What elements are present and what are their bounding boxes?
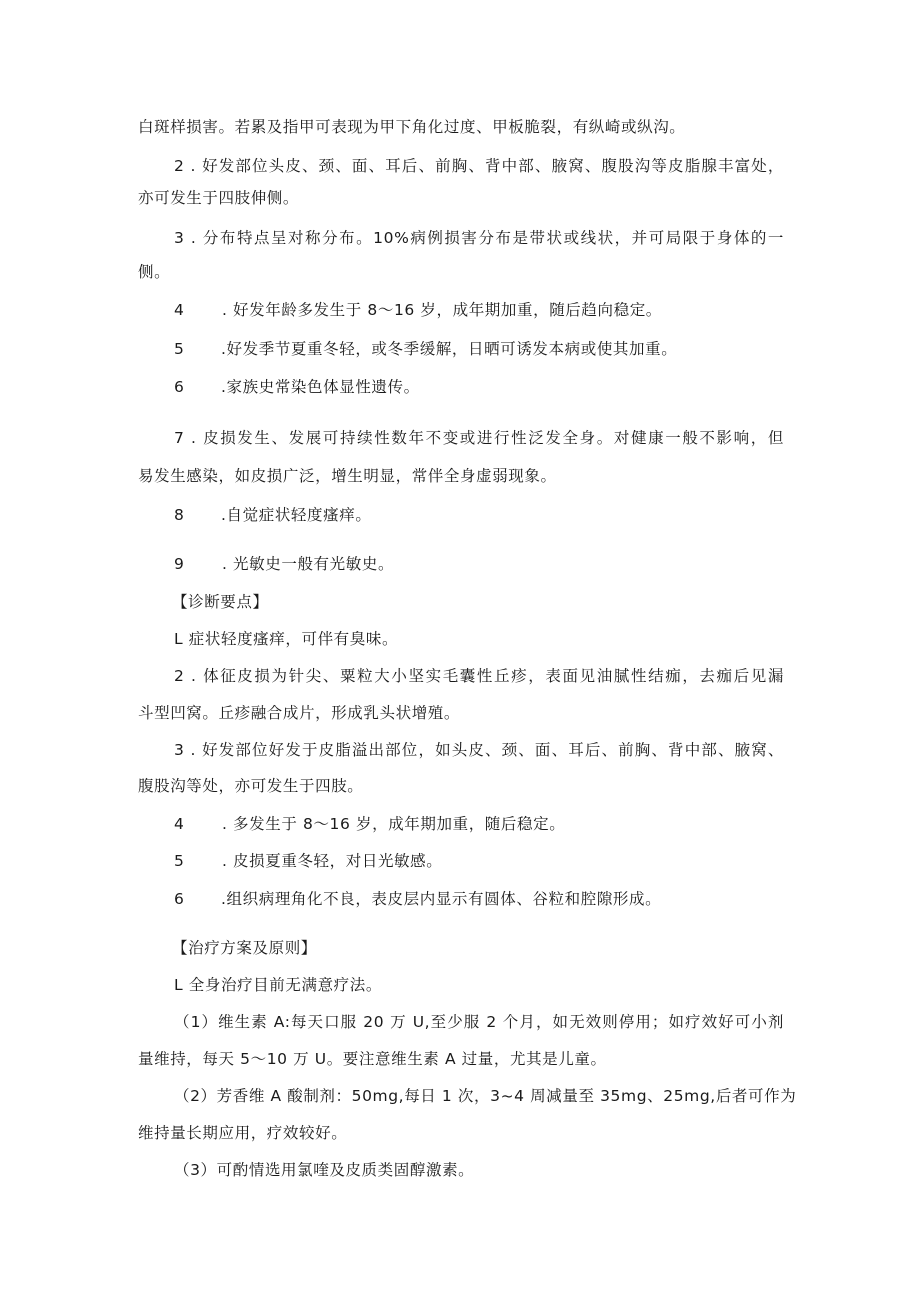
list-item-8: .自觉症状轻度瘙痒。 [221, 506, 372, 524]
list-item-6: .组织病理角化不良，表皮层内显示有圆体、谷粒和腔隙形成。 [221, 890, 662, 908]
list-item-1: L 全身治疗目前无满意疗法。 [174, 976, 382, 994]
list-item-6: .家族史常染色体显性遗传。 [221, 378, 420, 396]
paragraph-line: 侧。 [138, 263, 171, 281]
list-item-9: . 光敏史一般有光敏史。 [222, 555, 395, 573]
list-item-1: L 症状轻度瘙痒，可伴有臭味。 [174, 630, 399, 648]
list-item-2: 2 . 好发部位头皮、颈、面、耳后、前胸、背中部、腋窝、腹股沟等皮脂腺丰富处， [174, 157, 784, 175]
section-heading-treatment: 【治疗方案及原则】 [172, 939, 317, 957]
list-number: 6 [174, 890, 184, 908]
paragraph-line: 量维持，每天 5～10 万 U。要注意维生素 A 过量，尤其是儿童。 [138, 1050, 607, 1068]
sub-item-3: （3）可酌情选用氯喹及皮质类固醇激素。 [174, 1161, 475, 1179]
sub-item-1: （1）维生素 A:每天口服 20 万 U,至少服 2 个月，如无效则停用；如疗效好可小剂 [174, 1013, 784, 1031]
list-number: 5 [174, 340, 184, 358]
sub-item-2: （2）芳香维 A 酸制剂：50mg,每日 1 次，3~4 周减量至 35mg、25mg,后者可作为 [174, 1087, 797, 1105]
list-item-4: . 好发年龄多发生于 8～16 岁，成年期加重，随后趋向稳定。 [222, 301, 662, 319]
list-item-4: . 多发生于 8～16 岁，成年期加重，随后稳定。 [222, 815, 566, 833]
list-number: 5 [174, 852, 184, 870]
list-number: 9 [174, 555, 184, 573]
list-number: 6 [174, 378, 184, 396]
list-item-5: . 皮损夏重冬轻，对日光敏感。 [222, 852, 443, 870]
list-number: 4 [174, 301, 184, 319]
paragraph-line: 易发生感染，如皮损广泛，增生明显，常伴全身虚弱现象。 [138, 467, 557, 485]
list-item-7: 7 . 皮损发生、发展可持续性数年不变或进行性泛发全身。对健康一般不影响，但 [174, 429, 784, 447]
list-item-5: .好发季节夏重冬轻，或冬季缓解，日晒可诱发本病或使其加重。 [221, 340, 678, 358]
paragraph-line: 白斑样损害。若累及指甲可表现为甲下角化过度、甲板脆裂，有纵崎或纵沟。 [138, 118, 686, 136]
list-number: 4 [174, 815, 184, 833]
section-heading-diagnosis: 【诊断要点】 [172, 593, 269, 611]
list-item-3: 3 . 分布特点呈对称分布。10%病例损害分布是带状或线状，并可局限于身体的一 [174, 229, 784, 247]
list-item-3: 3 . 好发部位好发于皮脂溢出部位，如头皮、颈、面、耳后、前胸、背中部、腋窝、 [174, 741, 784, 759]
list-item-2: 2 . 体征皮损为针尖、粟粒大小坚实毛囊性丘疹，表面见油腻性结痂，去痂后见漏 [174, 667, 784, 685]
paragraph-line: 亦可发生于四肢伸侧。 [138, 189, 300, 207]
paragraph-line: 腹股沟等处，亦可发生于四肢。 [138, 777, 364, 795]
paragraph-line: 维持量长期应用，疗效较好。 [138, 1124, 348, 1142]
paragraph-line: 斗型凹窝。丘疹融合成片，形成乳头状增殖。 [138, 704, 461, 722]
list-number: 8 [174, 506, 184, 524]
